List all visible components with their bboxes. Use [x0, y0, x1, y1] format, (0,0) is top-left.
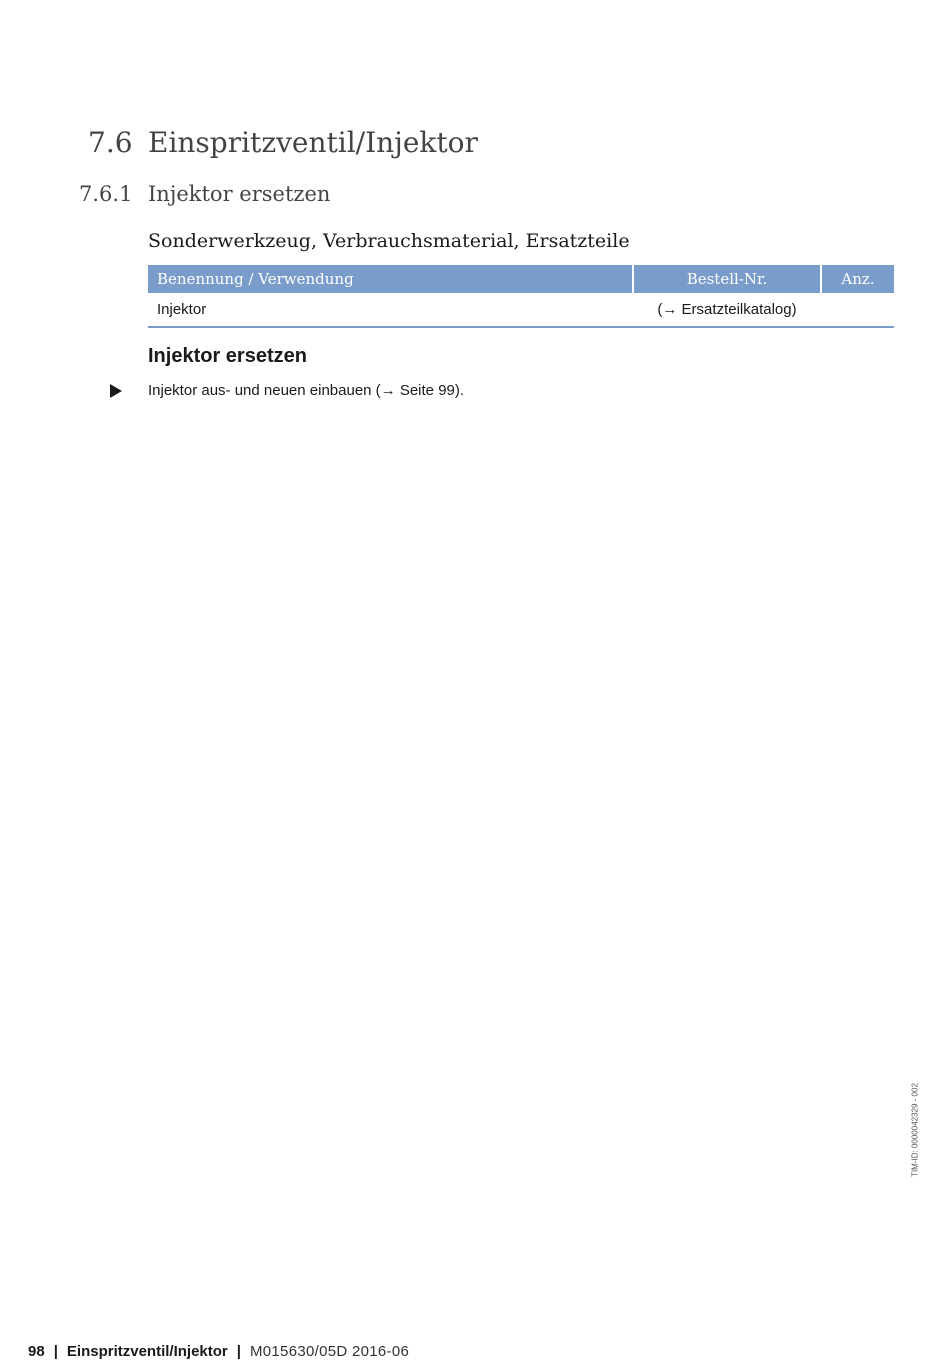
table-row	[148, 293, 894, 327]
footer-chapter: Einspritzventil/Injektor	[66, 1343, 228, 1360]
footer-separator: |	[53, 1343, 58, 1360]
column-header-name: Benennung / Verwendung	[148, 265, 633, 293]
subsection-title: Injektor ersetzen	[148, 182, 331, 206]
table-header-row	[148, 265, 894, 293]
cell-name: Injektor	[148, 293, 633, 327]
play-triangle-icon	[110, 384, 122, 398]
column-header-qty: Anz.	[821, 265, 894, 293]
section-title: Einspritzventil/Injektor	[148, 126, 478, 159]
page-number: 98	[28, 1343, 45, 1360]
procedure-step: Injektor aus- und neuen einbauen (→ Seite 99).	[148, 382, 465, 399]
materials-heading: Sonderwerkzeug, Verbrauchsmaterial, Ersatzteile	[148, 230, 630, 252]
page-footer	[28, 1343, 409, 1360]
tim-id: TIM-ID: 0000042329 - 002	[910, 1083, 920, 1177]
cell-order-no: (→ Ersatzteilkatalog)	[633, 293, 821, 327]
cell-qty	[821, 293, 894, 327]
procedure-heading: Injektor ersetzen	[148, 345, 307, 367]
subsection-number: 7.6.1	[79, 182, 133, 206]
parts-table	[148, 265, 894, 328]
footer-doc-id: M015630/05D 2016-06	[249, 1343, 410, 1360]
footer-separator: |	[236, 1343, 241, 1360]
section-number: 7.6	[88, 126, 133, 159]
column-header-order-no: Bestell-Nr.	[633, 265, 821, 293]
